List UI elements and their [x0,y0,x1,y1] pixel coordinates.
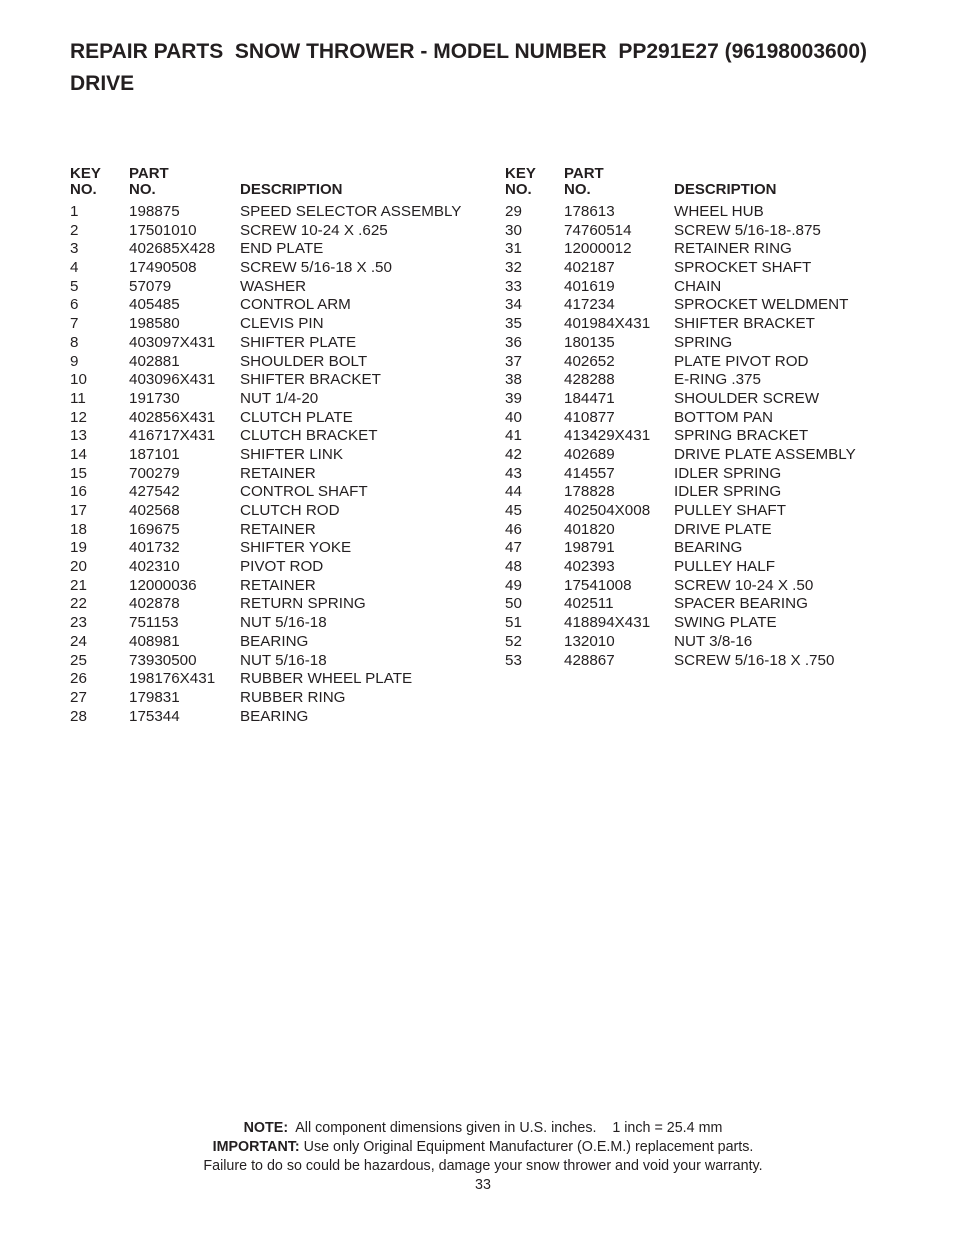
table-row [505,334,925,353]
key-no: 40 [505,408,522,426]
table-row [70,708,490,727]
parts-rows-right [505,203,925,670]
key-no: 49 [505,576,522,594]
table-row [70,558,490,577]
page-number: 33 [475,1177,491,1193]
part-description: RETAINER RING [674,240,792,258]
part-description: SPROCKET SHAFT [674,259,812,277]
part-description: CONTROL ARM [240,296,351,314]
part-no: 198176X431 [129,670,216,688]
part-no: 402878 [129,595,180,613]
key-no: 10 [70,371,87,389]
table-row [70,371,490,390]
part-no: 428867 [564,651,615,669]
part-no: 180135 [564,333,615,351]
key-no: 19 [70,539,87,557]
part-no: 416717X431 [129,427,216,445]
important-line [0,1138,954,1157]
part-no: 169675 [129,520,180,538]
key-no: 48 [505,558,522,576]
part-description: SCREW 5/16-18 X .50 [240,259,392,277]
part-no: 414557 [564,464,615,482]
key-no: 51 [505,614,522,632]
part-description: SPROCKET WELDMENT [674,296,849,314]
part-description: NUT 3/8-16 [674,632,753,650]
part-description: CLUTCH ROD [240,502,340,519]
part-no: 12000012 [564,240,632,258]
part-no: 198875 [129,203,180,220]
part-no: 402511 [564,595,614,613]
part-no: 178828 [564,483,615,501]
part-no: 403096X431 [129,371,216,389]
part-description: CLEVIS PIN [240,315,324,333]
table-row [505,203,925,222]
key-no: 21 [70,576,87,594]
part-description: DRIVE PLATE [674,520,772,538]
part-description: SPEED SELECTOR ASSEMBLY [240,203,462,220]
key-no: 52 [505,632,522,650]
key-no: 26 [70,670,87,688]
table-row [505,577,925,596]
table-row [70,633,490,652]
part-description: RETAINER [240,464,316,482]
parts-table-left [70,165,490,726]
key-no: 12 [70,408,87,426]
table-row [70,670,490,689]
part-no: 751153 [129,614,179,632]
part-no: 73930500 [129,651,197,669]
key-no: 25 [70,651,87,669]
key-no: 20 [70,558,87,576]
part-description: SPACER BEARING [674,595,808,613]
part-description: CHAIN [674,277,722,295]
table-row [70,296,490,315]
part-description: SCREW 10-24 X .625 [240,221,388,239]
table-row [70,278,490,297]
page-title-line1: REPAIR PARTS SNOW THROWER - MODEL NUMBER PP291E27 (96198003600) [70,40,868,63]
part-description: NUT 5/16-18 [240,614,327,632]
table-row [505,390,925,409]
part-description: BEARING [240,632,309,650]
key-no: 33 [505,277,522,295]
key-no: 36 [505,333,522,351]
part-description: SHIFTER YOKE [240,539,352,557]
part-description: SWING PLATE [674,614,777,632]
table-row [70,240,490,259]
key-no: 41 [505,427,522,445]
part-no: 413429X431 [564,427,651,445]
table-row [70,521,490,540]
part-no: 418894X431 [564,614,651,632]
table-row [505,446,925,465]
part-description: CLUTCH PLATE [240,408,353,426]
part-no: 402856X431 [129,408,216,426]
key-no: 39 [505,389,522,407]
part-no: 184471 [564,389,615,407]
key-no: 45 [505,502,522,519]
part-description: IDLER SPRING [674,464,782,482]
part-description: SCREW 10-24 X .50 [674,576,814,594]
key-no: 7 [70,315,79,333]
part-no: 179831 [129,688,180,706]
key-no: 28 [70,707,87,725]
table-row [70,446,490,465]
part-description: SPRING [674,333,733,351]
part-no: 198791 [564,539,615,557]
key-no: 8 [70,333,79,351]
part-description: NUT 5/16-18 [240,651,327,669]
part-no: 401984X431 [564,315,651,333]
table-row [505,259,925,278]
part-description: END PLATE [240,240,324,258]
part-description: RUBBER RING [240,688,346,706]
part-description: BEARING [674,539,743,557]
part-no: 408981 [129,632,180,650]
part-no: 12000036 [129,576,197,594]
table-row [505,222,925,241]
table-row [70,409,490,428]
key-no: 14 [70,445,87,463]
part-description: IDLER SPRING [674,483,782,501]
key-no: 6 [70,296,79,314]
part-no: 402187 [564,259,615,277]
table-row [70,427,490,446]
key-no: 16 [70,483,87,501]
table-row [505,595,925,614]
part-no: 402652 [564,352,615,370]
table-row [505,483,925,502]
footer-notes [0,1119,954,1195]
table-row [505,558,925,577]
key-no: 50 [505,595,522,613]
part-no: 74760514 [564,221,632,239]
table-row [70,259,490,278]
table-row [505,539,925,558]
key-no: 34 [505,296,522,314]
table-row [70,465,490,484]
key-no: 17 [70,502,87,519]
table-row [505,652,925,671]
key-no: 13 [70,427,87,445]
part-description: SPRING BRACKET [674,427,809,445]
part-description: SHIFTER BRACKET [240,371,381,389]
part-no: 402310 [129,558,180,576]
parts-table-header [505,165,925,201]
key-no: 46 [505,520,522,538]
key-no: 15 [70,464,87,482]
note-text: All component dimensions given in U.S. inches. 1 inch = 25.4 mm [288,1120,723,1136]
key-no: 29 [505,203,522,220]
description-header: DESCRIPTION [674,181,777,198]
table-row [70,539,490,558]
table-row [70,595,490,614]
part-no: 401820 [564,520,615,538]
table-row [70,315,490,334]
key-no: 27 [70,688,87,706]
table-row [505,240,925,259]
table-row [70,390,490,409]
part-description: PULLEY HALF [674,558,776,576]
part-no: 132010 [564,632,615,650]
key-no: 38 [505,371,522,389]
part-description: PIVOT ROD [240,558,324,576]
key-no: 30 [505,221,522,239]
key-no: 18 [70,520,87,538]
key-no: 35 [505,315,522,333]
part-no: 410877 [564,408,615,426]
table-row [505,521,925,540]
table-row [70,577,490,596]
part-no: 403097X431 [129,333,216,351]
note-label: NOTE: [243,1120,289,1136]
key-no: 22 [70,595,87,613]
part-no: 178613 [564,203,615,220]
part-description: SCREW 5/16-18 X .750 [674,651,835,669]
part-no: 417234 [564,296,615,314]
key-no: 11 [70,389,86,407]
key-no: 47 [505,539,522,557]
part-description: RUBBER WHEEL PLATE [240,670,413,688]
table-row [505,465,925,484]
part-no: 402393 [564,558,615,576]
table-row [70,502,490,521]
part-no-header: PART NO. [129,165,169,198]
part-description: E-RING .375 [674,371,761,389]
part-no: 427542 [129,483,180,501]
table-row [505,371,925,390]
key-no: 4 [70,259,79,277]
table-row [505,315,925,334]
parts-table-right [505,165,925,670]
key-no: 23 [70,614,87,632]
key-no: 44 [505,483,522,501]
part-no: 187101 [129,445,180,463]
key-no: 1 [70,203,79,220]
table-row [505,502,925,521]
part-description: BOTTOM PAN [674,408,774,426]
part-no: 17541008 [564,576,632,594]
key-no-header: KEY NO. [505,165,536,198]
table-row [70,652,490,671]
key-no: 53 [505,651,522,669]
part-description: SHIFTER BRACKET [674,315,815,333]
part-description: CONTROL SHAFT [240,483,368,501]
table-row [70,353,490,372]
part-description: DRIVE PLATE ASSEMBLY [674,445,856,463]
key-no-header: KEY NO. [70,165,101,198]
part-no: 402685X428 [129,240,216,258]
part-no: 402568 [129,502,180,519]
part-description: PULLEY SHAFT [674,502,786,519]
table-row [70,614,490,633]
table-row [505,278,925,297]
part-no: 175344 [129,707,180,725]
part-no: 405485 [129,296,180,314]
table-row [505,353,925,372]
part-description: SHIFTER LINK [240,445,343,463]
key-no: 24 [70,632,87,650]
table-row [70,483,490,502]
important-label: IMPORTANT: [212,1139,300,1155]
key-no: 42 [505,445,522,463]
part-description: SHOULDER BOLT [240,352,368,370]
part-description: RETAINER [240,520,316,538]
description-header: DESCRIPTION [240,181,343,198]
part-description: RETAINER [240,576,316,594]
key-no: 37 [505,352,522,370]
part-no: 17490508 [129,259,197,277]
table-row [70,689,490,708]
key-no: 31 [505,240,522,258]
key-no: 3 [70,240,79,258]
part-no: 401619 [564,277,615,295]
key-no: 9 [70,352,79,370]
page-title [70,36,930,100]
part-no: 198580 [129,315,180,333]
part-no: 428288 [564,371,615,389]
part-description: WHEEL HUB [674,203,764,220]
table-row [505,296,925,315]
parts-table-header [70,165,490,201]
key-no: 43 [505,464,522,482]
part-description: BEARING [240,707,309,725]
table-row [70,222,490,241]
table-row [505,633,925,652]
part-no: 700279 [129,464,180,482]
part-description: WASHER [240,277,307,295]
part-no: 402881 [129,352,180,370]
part-no: 191730 [129,389,180,407]
part-no: 401732 [129,539,180,557]
table-row [70,334,490,353]
key-no: 2 [70,221,79,239]
part-description: SHOULDER SCREW [674,389,820,407]
note-line [0,1119,954,1138]
part-description: SCREW 5/16-18-.875 [674,221,821,239]
part-description: NUT 1/4-20 [240,389,319,407]
part-description: RETURN SPRING [240,595,366,613]
part-no: 402504X008 [564,502,651,519]
important-text: Use only Original Equipment Manufacturer (O.E.M.) replacement parts. [299,1139,754,1155]
table-row [505,409,925,428]
part-description: SHIFTER PLATE [240,333,357,351]
key-no: 5 [70,277,79,295]
warning-line: Failure to do so could be hazardous, damage your snow thrower and void your warranty. [203,1158,763,1174]
part-no: 57079 [129,277,172,295]
part-description: PLATE PIVOT ROD [674,352,809,370]
part-description: CLUTCH BRACKET [240,427,378,445]
table-row [70,203,490,222]
table-row [505,614,925,633]
part-no-header: PART NO. [564,165,604,198]
part-no: 17501010 [129,221,197,239]
parts-rows-left [70,203,490,726]
page-title-line2: DRIVE [70,72,135,95]
table-row [505,427,925,446]
part-no: 402689 [564,445,615,463]
key-no: 32 [505,259,522,277]
